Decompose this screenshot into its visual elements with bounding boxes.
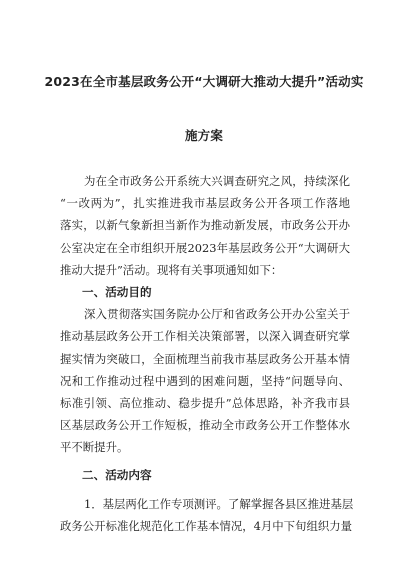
intro-line: 落实，以新气象新担当新作为推动新发展，市政务公开办 [60,218,350,233]
document-title-line-2: 施方案 [184,128,224,143]
section1-line: 深入贯彻落实国务院办公厅和省政务公开办公室关于 [84,307,350,322]
document-body [60,170,354,537]
section2-line: 政务公开标准化规范化工作基本情况，4月中下旬组织力量 [60,518,353,533]
document-title-line-1: 2023在全市基层政务公开“大调研大推动大提升”活动实 [44,74,364,89]
intro-line: 推动大提升”活动。现将有关事项通知如下： [60,262,283,277]
section2-line: 1．基层两化工作专项测评。了解掌握各县区推进基层 [84,496,354,511]
intro-line: “一改两为”，扎实推进我市基层政务公开各项工作落地 [60,196,350,211]
section-heading-content: 二、活动内容 [82,468,152,483]
section1-line: 握实情为突破口，全面梳理当前我市基层政务公开基本情 [60,351,350,366]
section1-line: 标准引领、高位推动、稳步提升”总体思路，补齐我市县 [60,395,350,410]
intro-line: 为在全市政务公开系统大兴调查研究之风，持续深化 [84,174,350,188]
intro-line: 公室决定在全市组织开展2023年基层政务公开“大调研大 [60,240,350,255]
section1-line: 况和工作推动过程中遇到的困难问题，坚持“问题导向、 [60,373,350,388]
section1-line: 区基层政务公开工作短板，推动全市政务公开工作整体水 [60,418,350,433]
section-heading-purpose: 一、活动目的 [82,284,152,299]
section1-line: 平不断提升。 [60,440,129,455]
section1-line: 推动基层政务公开工作相关决策部署，以深入调查研究掌 [60,329,350,344]
